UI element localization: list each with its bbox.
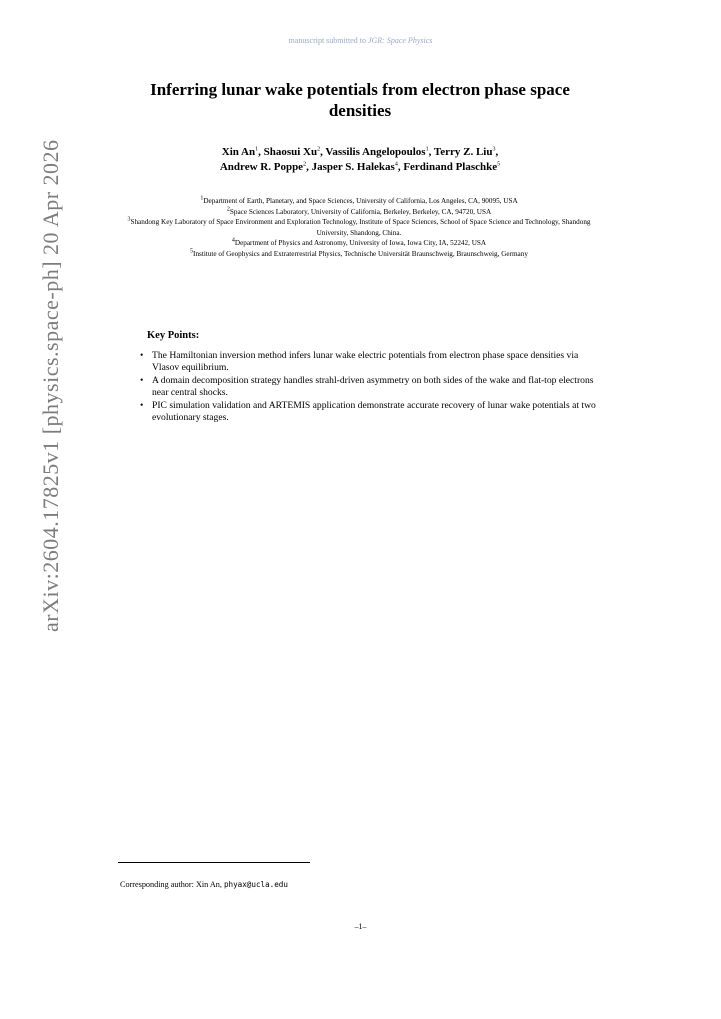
author-name: Vassilis Angelopoulos bbox=[325, 146, 426, 158]
paper-title: Inferring lunar wake potentials from electron phase space densities bbox=[150, 80, 570, 120]
author-name: Andrew R. Poppe bbox=[219, 161, 304, 173]
footnote-rule bbox=[118, 862, 310, 863]
affiliation-text: Space Sciences Laboratory, University of California, Berkeley, Berkeley, CA, 94720, USA bbox=[229, 207, 492, 216]
key-point-text: PIC simulation validation and ARTEMIS application demonstrate accurate recovery of lunar wake potentials at two evolutionary stages. bbox=[152, 399, 596, 424]
affiliations bbox=[118, 196, 600, 259]
author-email-link[interactable]: phyax@ucla.edu bbox=[223, 880, 288, 889]
affiliation-3 bbox=[118, 217, 600, 238]
author-separator: , bbox=[495, 146, 499, 158]
author-name: Jasper S. Halekas bbox=[311, 161, 395, 173]
bullet-icon: • bbox=[140, 399, 144, 411]
author-separator: , bbox=[428, 146, 434, 158]
author-affiliation-marker: 1 bbox=[255, 146, 259, 153]
bullet-icon: • bbox=[140, 374, 144, 386]
affiliation-text: Shandong Key Laboratory of Space Environment and Exploration Technology, Institute of Space Sciences, School of Space Science and Technology, Shandong University, Shandong, China. bbox=[130, 218, 591, 237]
corresponding-author-footnote bbox=[120, 880, 288, 889]
author-affiliation-marker: 2 bbox=[303, 161, 307, 168]
author-line-1 bbox=[120, 145, 600, 160]
affiliation-marker: 4 bbox=[231, 237, 235, 244]
key-point-item bbox=[138, 375, 598, 400]
running-header-prefix: manuscript submitted to bbox=[288, 36, 368, 45]
author-affiliation-marker: 4 bbox=[394, 161, 398, 168]
key-points-list bbox=[138, 350, 598, 424]
affiliation-text: Institute of Geophysics and Extraterrestrial Physics, Technische Universität Braunschweig, Braunschweig, Germany bbox=[193, 249, 528, 258]
affiliation-text: Department of Physics and Astronomy, University of Iowa, Iowa City, IA, 52242, USA bbox=[234, 239, 487, 247]
author-name: Xin An bbox=[221, 146, 256, 158]
author-list bbox=[120, 145, 600, 175]
author-separator: , bbox=[320, 146, 326, 158]
author-separator: , bbox=[397, 161, 404, 173]
key-point-item bbox=[138, 350, 598, 375]
affiliation-marker: 2 bbox=[226, 206, 230, 213]
author-name: Ferdinand Plaschke bbox=[403, 161, 498, 173]
author-affiliation-marker: 5 bbox=[497, 161, 501, 168]
author-separator: , bbox=[306, 161, 312, 173]
running-header-journal: JGR: Space Physics bbox=[367, 36, 433, 45]
author-affiliation-marker: 1 bbox=[425, 146, 429, 153]
footnote-label: Corresponding author: Xin An, bbox=[120, 880, 224, 889]
affiliation-2 bbox=[118, 207, 600, 218]
author-separator: , bbox=[258, 146, 264, 158]
key-points-heading: Key Points: bbox=[147, 330, 200, 341]
author-name: Terry Z. Liu bbox=[433, 146, 493, 158]
key-point-item bbox=[138, 400, 598, 425]
author-name: Shaosui Xu bbox=[263, 146, 318, 158]
affiliation-marker: 1 bbox=[200, 195, 204, 202]
author-line-2 bbox=[120, 160, 600, 175]
affiliation-marker: 3 bbox=[127, 216, 131, 223]
affiliation-5 bbox=[118, 249, 600, 260]
bullet-icon: • bbox=[140, 350, 144, 361]
key-point-text: A domain decomposition strategy handles strahl-driven asymmetry on both sides of the wake and flat-top electrons near central shocks. bbox=[152, 374, 594, 399]
author-affiliation-marker: 2 bbox=[317, 146, 321, 153]
affiliation-1 bbox=[118, 196, 600, 207]
affiliation-marker: 5 bbox=[190, 248, 194, 255]
affiliation-text: Department of Earth, Planetary, and Space Sciences, University of California, Los Angeles, CA, 90095, USA bbox=[203, 197, 518, 205]
arxiv-stamp: arXiv:2604.17825v1 [physics.space-ph] 20 Apr 2026 bbox=[38, 139, 63, 632]
key-point-text: The Hamiltonian inversion method infers lunar wake electric potentials from electron phase space densities via Vlasov equilibrium. bbox=[152, 350, 579, 374]
affiliation-4 bbox=[118, 238, 600, 249]
author-affiliation-marker: 3 bbox=[492, 146, 496, 153]
page-number: –1– bbox=[354, 922, 367, 931]
running-header bbox=[0, 36, 721, 45]
